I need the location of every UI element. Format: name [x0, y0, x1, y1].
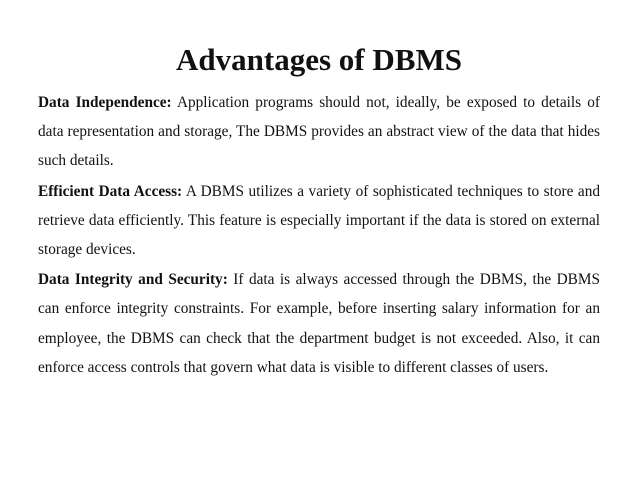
text-efficient-data-access: A DBMS utilizes a variety of sophisticated techniques to store and retrieve data efficiently. This feature is especially important if the data is stored on external storage devices.: [38, 182, 601, 259]
text-data-integrity-security: If data is always accessed through the DBMS, the DBMS can enforce integrity constraints. For example, before inserting salary information for an employee, the DBMS can check that the department budget is not exceeded. Also, it can enforce access controls that govern what data is visible to different classes of users.: [38, 271, 600, 376]
slide-content: [38, 88, 600, 383]
slide-title: Advantages of DBMS: [176, 42, 462, 77]
term-efficient-data-access: Efficient Data Access:: [38, 182, 183, 200]
paragraph-data-integrity-security: [38, 265, 600, 382]
term-data-integrity-security: Data Integrity and Security:: [38, 271, 228, 289]
term-data-independence: Data Independence:: [38, 94, 172, 111]
text-data-independence: Application programs should not, ideally, be exposed to details of data representation and storage, The DBMS provides an abstract view of the data that hides such details.: [38, 94, 600, 170]
paragraph-efficient-data-access: [38, 177, 600, 265]
paragraph-data-independence: [38, 88, 600, 176]
